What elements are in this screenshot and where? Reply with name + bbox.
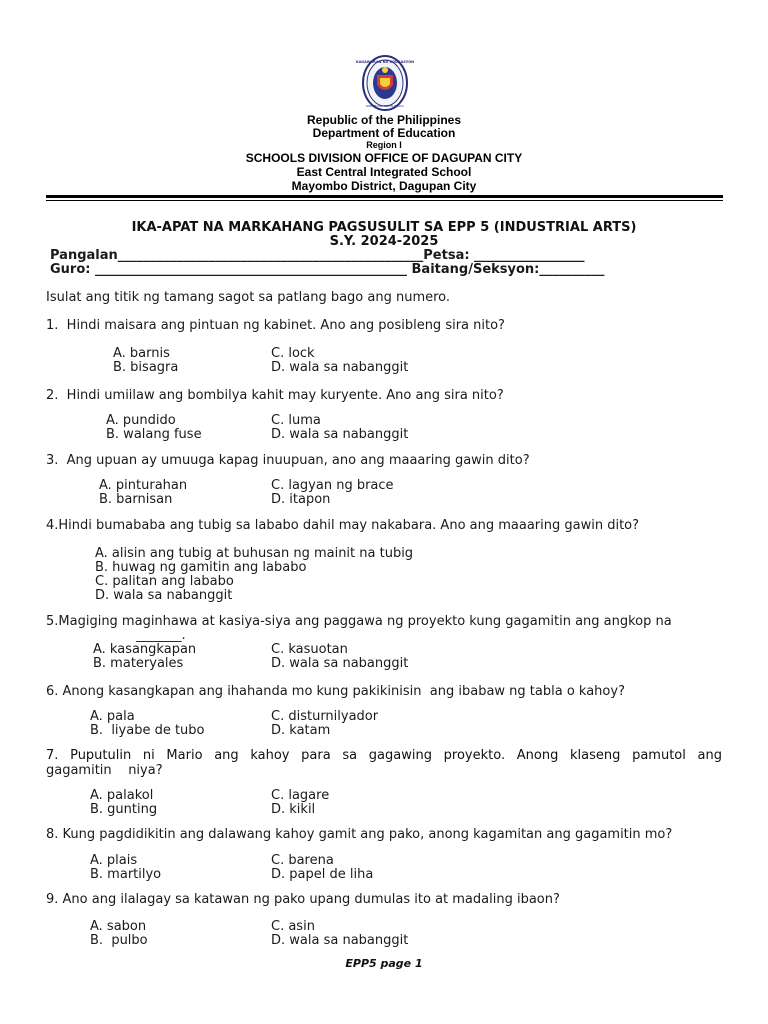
svg-text:KAGAWARAN NG EDUKASYON: KAGAWARAN NG EDUKASYON	[355, 60, 415, 64]
q4-option-c: C. palitan ang lababo	[95, 574, 234, 589]
header-school: East Central Integrated School	[296, 165, 472, 179]
q7-option-b: B. gunting	[90, 802, 158, 817]
q5-option-d: D. wala sa nabanggit	[271, 656, 409, 671]
header-district: Mayombo District, Dagupan City	[291, 179, 477, 193]
q4-option-d: D. wala sa nabanggit	[95, 588, 233, 603]
q3-option-d: D. itapon	[271, 492, 331, 507]
instruction-text: Isulat ang titik ng tamang sagot sa patlang bago ang numero.	[46, 290, 451, 305]
q2-option-d: D. wala sa nabanggit	[271, 427, 409, 442]
q1-option-b: B. bisagra	[113, 360, 179, 375]
header-division: SCHOOLS DIVISION OFFICE OF DAGUPAN CITY	[245, 151, 523, 165]
header-divider-thick	[46, 195, 723, 198]
teacher-grade-line: Guro: ________________________________________________ Baitang/Seksyon:__________	[50, 262, 605, 277]
svg-text:REPUBLIKA NG PILIPINAS: REPUBLIKA NG PILIPINAS	[366, 104, 404, 108]
q2-option-a: A. pundido	[106, 413, 176, 428]
question-2: 2. Hindi umiilaw ang bombilya kahit may kuryente. Ano ang sira nito?	[46, 388, 504, 403]
q9-option-b: B. pulbo	[90, 933, 148, 948]
q5-option-c: C. kasuotan	[271, 642, 348, 657]
q5-option-a: A. kasangkapan	[93, 642, 197, 657]
q1-option-c: C. lock	[271, 346, 315, 361]
q6-option-a: A. pala	[90, 709, 135, 724]
deped-seal-logo	[350, 55, 420, 111]
question-5: 5.Magiging maginhawa at kasiya-siya ang paggawa ng proyekto kung gagamitin ang angkop na	[46, 614, 672, 629]
q7-option-d: D. kikil	[271, 802, 316, 817]
q8-option-d: D. papel de liha	[271, 867, 374, 882]
question-1: 1. Hindi maisara ang pintuan ng kabinet. Ano ang posibleng sira nito?	[46, 318, 505, 333]
q1-option-d: D. wala sa nabanggit	[271, 360, 409, 375]
question-8: 8. Kung pagdidikitin ang dalawang kahoy gamit ang pako, anong kagamitan ang gagamitin mo?	[46, 827, 673, 842]
q9-option-d: D. wala sa nabanggit	[271, 933, 409, 948]
q9-option-c: C. asin	[271, 919, 315, 934]
q4-option-b: B. huwag ng gamitin ang lababo	[95, 560, 307, 575]
question-7: 7. Puputulin ni Mario ang kahoy para sa gagawing proyekto. Anong klaseng pamutol ang	[46, 748, 722, 763]
q3-option-b: B. barnisan	[99, 492, 173, 507]
q1-option-a: A. barnis	[113, 346, 170, 361]
q8-option-a: A. plais	[90, 853, 138, 868]
name-date-line: Pangalan_______________________________________________Petsa: _________________	[50, 248, 585, 263]
q7-option-c: C. lagare	[271, 788, 330, 803]
header-department: Department of Education	[312, 126, 456, 140]
q8-option-c: C. barena	[271, 853, 334, 868]
q2-option-b: B. walang fuse	[106, 427, 202, 442]
header-region: Region I	[366, 140, 402, 150]
question-5-blank: _______.	[136, 628, 186, 643]
question-6: 6. Anong kasangkapan ang ihahanda mo kung pakikinisin ang ibabaw ng tabla o kahoy?	[46, 684, 625, 699]
q8-option-b: B. martilyo	[90, 867, 162, 882]
q2-option-c: C. luma	[271, 413, 321, 428]
header-divider-thin	[46, 200, 723, 201]
exam-title: IKA-APAT NA MARKAHANG PAGSUSULIT SA EPP 5 (INDUSTRIAL ARTS)	[131, 220, 637, 235]
q3-option-a: A. pinturahan	[99, 478, 188, 493]
q6-option-b: B. liyabe de tubo	[90, 723, 205, 738]
question-4: 4.Hindi bumababa ang tubig sa lababo dahil may nakabara. Ano ang maaaring gawin dito?	[46, 518, 640, 533]
question-7-line2: gagamitin niya?	[46, 763, 163, 778]
page-footer: EPP5 page 1	[345, 957, 423, 970]
q6-option-d: D. katam	[271, 723, 331, 738]
q4-option-a: A. alisin ang tubig at buhusan ng mainit na tubig	[95, 546, 414, 561]
q7-option-a: A. palakol	[90, 788, 154, 803]
header-republic: Republic of the Philippines	[306, 113, 461, 127]
exam-school-year: S.Y. 2024-2025	[329, 234, 439, 249]
q5-option-b: B. materyales	[93, 656, 184, 671]
q3-option-c: C. lagyan ng brace	[271, 478, 394, 493]
question-3: 3. Ang upuan ay umuuga kapag inuupuan, ano ang maaaring gawin dito?	[46, 453, 530, 468]
question-9: 9. Ano ang ilalagay sa katawan ng pako upang dumulas ito at madaling ibaon?	[46, 892, 560, 907]
q9-option-a: A. sabon	[90, 919, 147, 934]
q6-option-c: C. disturnilyador	[271, 709, 379, 724]
